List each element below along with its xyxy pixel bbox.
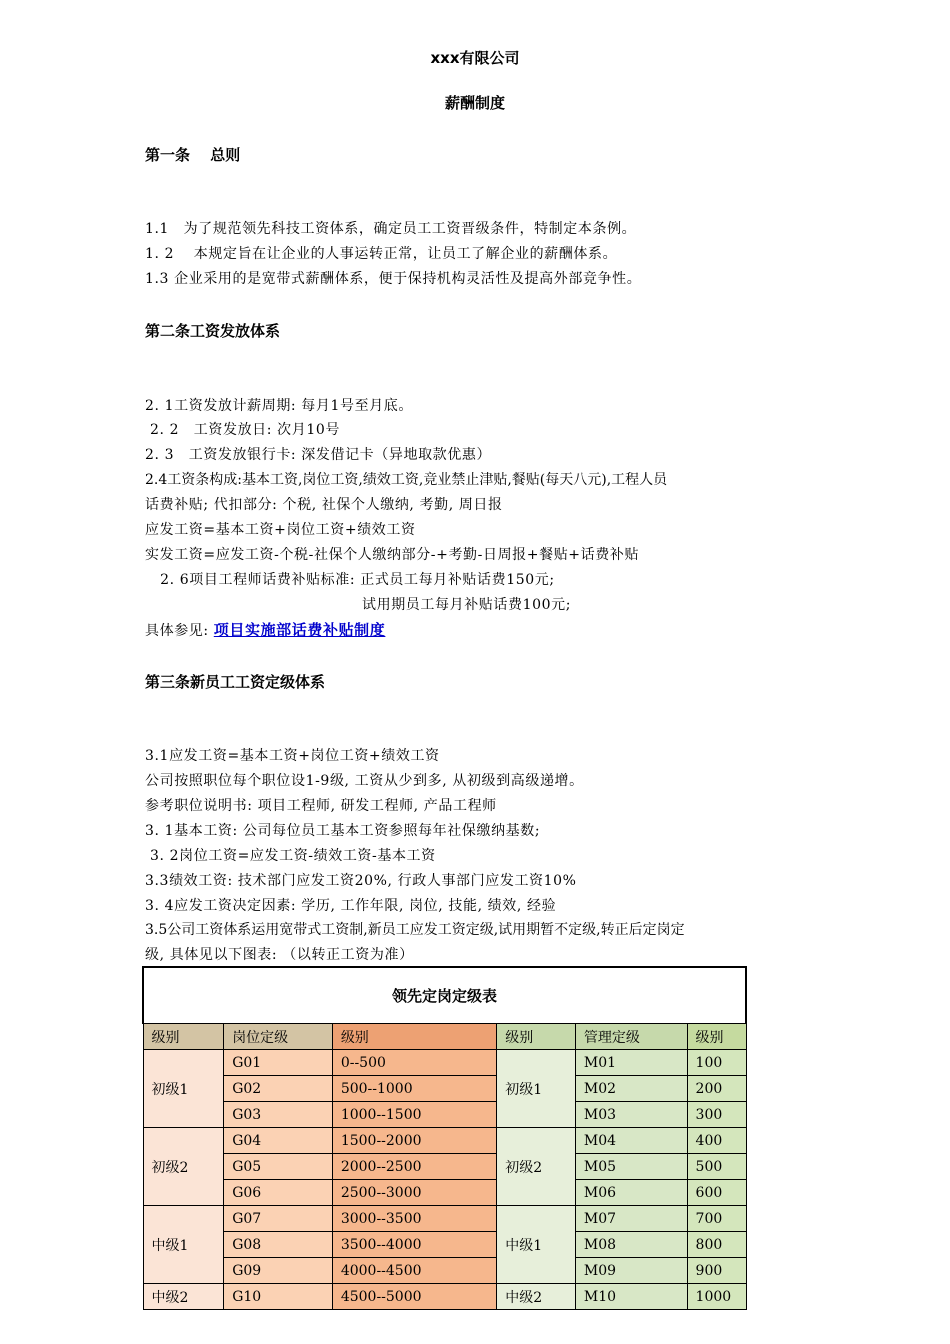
section-3-line-7: 3. 4应发工资决定因素: 学历, 工作年限, 岗位, 技能, 绩效, 经验 xyxy=(145,898,557,914)
mgmt-grade-cell: M04 xyxy=(575,1128,687,1154)
mgmt-grade-cell: M01 xyxy=(575,1050,687,1076)
section-2-line-4: 2.4工资条构成:基本工资,岗位工资,绩效工资,竞业禁止津贴,餐贴(每天八元),工程人员 xyxy=(145,472,668,488)
table-header-row xyxy=(143,1024,746,1050)
section-2-line-3: 2. 3 工资发放银行卡: 深发借记卡（异地取款优惠） xyxy=(145,447,492,463)
company-name: xxx有限公司 xyxy=(430,49,520,67)
section-2-heading: 第二条工资发放体系 xyxy=(145,322,281,340)
header-level: 级别 xyxy=(143,1024,224,1050)
mgmt-grade-cell: M08 xyxy=(575,1232,687,1258)
mgmt-level-cell: 初级2 xyxy=(497,1128,576,1206)
table-row xyxy=(143,1206,746,1232)
salary-range-cell: 2000--2500 xyxy=(332,1154,496,1180)
phone-subsidy-policy-link[interactable]: 项目实施部话费补贴制度 xyxy=(213,621,386,639)
table-row xyxy=(143,1154,746,1180)
mgmt-value-cell: 500 xyxy=(687,1154,746,1180)
table-row xyxy=(143,1258,746,1284)
mgmt-grade-cell: M05 xyxy=(575,1154,687,1180)
salary-range-cell: 3500--4000 xyxy=(332,1232,496,1258)
mgmt-level-cell: 初级1 xyxy=(497,1050,576,1128)
position-grade-cell: G01 xyxy=(224,1050,333,1076)
section-3-line-5: 3. 2岗位工资=应发工资-绩效工资-基本工资 xyxy=(145,848,436,864)
salary-range-cell: 500--1000 xyxy=(332,1076,496,1102)
level-cell: 中级1 xyxy=(143,1206,224,1284)
salary-range-cell: 2500--3000 xyxy=(332,1180,496,1206)
mgmt-value-cell: 200 xyxy=(687,1076,746,1102)
section-3-line-3: 参考职位说明书: 项目工程师, 研发工程师, 产品工程师 xyxy=(145,798,497,814)
mgmt-value-cell: 600 xyxy=(687,1180,746,1206)
mgmt-value-cell: 1000 xyxy=(687,1284,746,1310)
table-row xyxy=(143,1102,746,1128)
table-row xyxy=(143,1180,746,1206)
section-2-line-5: 话费补贴; 代扣部分: 个税, 社保个人缴纳, 考勤, 周日报 xyxy=(145,497,503,513)
mgmt-level-cell: 中级1 xyxy=(497,1206,576,1284)
level-cell: 中级2 xyxy=(143,1284,224,1310)
section-1-line-3: 1.3 企业采用的是宽带式薪酬体系，便于保持机构灵活性及提高外部竞争性。 xyxy=(145,271,642,287)
mgmt-grade-cell: M02 xyxy=(575,1076,687,1102)
position-grade-cell: G10 xyxy=(224,1284,333,1310)
mgmt-level-cell: 中级2 xyxy=(497,1284,576,1310)
header-mgmt-grade: 管理定级 xyxy=(575,1024,687,1050)
salary-range-cell: 4500--5000 xyxy=(332,1284,496,1310)
table-caption: 领先定岗定级表 xyxy=(143,967,746,1024)
section-2-line-7: 实发工资=应发工资-个税-社保个人缴纳部分-+考勤-日周报+餐贴+话费补贴 xyxy=(145,547,640,563)
table-row xyxy=(143,1128,746,1154)
section-1-heading: 第一条 总则 xyxy=(145,146,241,164)
header-mgmt-value: 级别 xyxy=(687,1024,746,1050)
position-grade-cell: G03 xyxy=(224,1102,333,1128)
section-3-line-6: 3.3绩效工资: 技术部门应发工资20%, 行政人事部门应发工资10% xyxy=(145,873,577,889)
section-3-heading: 第三条新员工工资定级体系 xyxy=(145,673,326,691)
reference-line xyxy=(145,619,385,640)
section-2-line-9: 试用期员工每月补贴话费100元; xyxy=(362,597,572,613)
section-1-line-2: 1. 2 本规定旨在让企业的人事运转正常，让员工了解企业的薪酬体系。 xyxy=(145,246,618,262)
mgmt-value-cell: 300 xyxy=(687,1102,746,1128)
section-3-line-1: 3.1应发工资=基本工资+岗位工资+绩效工资 xyxy=(145,748,440,764)
mgmt-value-cell: 900 xyxy=(687,1258,746,1284)
section-2-line-6: 应发工资=基本工资+岗位工资+绩效工资 xyxy=(145,522,416,538)
grade-table xyxy=(142,966,747,1310)
header-mgmt-level: 级别 xyxy=(497,1024,576,1050)
position-grade-cell: G08 xyxy=(224,1232,333,1258)
position-grade-cell: G05 xyxy=(224,1154,333,1180)
section-3-line-4: 3. 1基本工资: 公司每位员工基本工资参照每年社保缴纳基数; xyxy=(145,823,541,839)
section-1-line-1: 1.1 为了规范领先科技工资体系，确定员工工资晋级条件，特制定本条例。 xyxy=(145,221,637,237)
mgmt-value-cell: 100 xyxy=(687,1050,746,1076)
salary-range-cell: 3000--3500 xyxy=(332,1206,496,1232)
table-row xyxy=(143,1050,746,1076)
mgmt-value-cell: 400 xyxy=(687,1128,746,1154)
mgmt-value-cell: 800 xyxy=(687,1232,746,1258)
level-cell: 初级1 xyxy=(143,1050,224,1128)
section-3-line-8: 3.5公司工资体系运用宽带式工资制,新员工应发工资定级,试用期暂不定级,转正后定岗定 xyxy=(145,922,685,938)
section-3-line-9: 级, 具体见以下图表: （以转正工资为准） xyxy=(145,947,414,963)
document-title: 薪酬制度 xyxy=(444,94,505,112)
section-3-line-2: 公司按照职位每个职位设1-9级, 工资从少到多, 从初级到高级递增。 xyxy=(145,773,584,789)
table-row xyxy=(143,1284,746,1310)
section-2-line-2: 2. 2 工资发放日: 次月10号 xyxy=(145,422,340,438)
salary-range-cell: 1500--2000 xyxy=(332,1128,496,1154)
mgmt-value-cell: 700 xyxy=(687,1206,746,1232)
mgmt-grade-cell: M03 xyxy=(575,1102,687,1128)
salary-range-cell: 4000--4500 xyxy=(332,1258,496,1284)
mgmt-grade-cell: M07 xyxy=(575,1206,687,1232)
section-2-line-8: 2. 6项目工程师话费补贴标准: 正式员工每月补贴话费150元; xyxy=(145,572,555,588)
salary-range-cell: 0--500 xyxy=(332,1050,496,1076)
position-grade-cell: G09 xyxy=(224,1258,333,1284)
position-grade-cell: G06 xyxy=(224,1180,333,1206)
salary-range-cell: 1000--1500 xyxy=(332,1102,496,1128)
position-grade-cell: G02 xyxy=(224,1076,333,1102)
header-position-grade: 岗位定级 xyxy=(224,1024,333,1050)
reference-label: 具体参见: xyxy=(145,623,214,639)
position-grade-cell: G04 xyxy=(224,1128,333,1154)
position-grade-cell: G07 xyxy=(224,1206,333,1232)
mgmt-grade-cell: M06 xyxy=(575,1180,687,1206)
table-row xyxy=(143,1076,746,1102)
mgmt-grade-cell: M09 xyxy=(575,1258,687,1284)
table-row xyxy=(143,1232,746,1258)
mgmt-grade-cell: M10 xyxy=(575,1284,687,1310)
level-cell: 初级2 xyxy=(143,1128,224,1206)
header-salary-range: 级别 xyxy=(332,1024,496,1050)
section-2-line-1: 2. 1工资发放计薪周期: 每月1号至月底。 xyxy=(145,398,413,414)
